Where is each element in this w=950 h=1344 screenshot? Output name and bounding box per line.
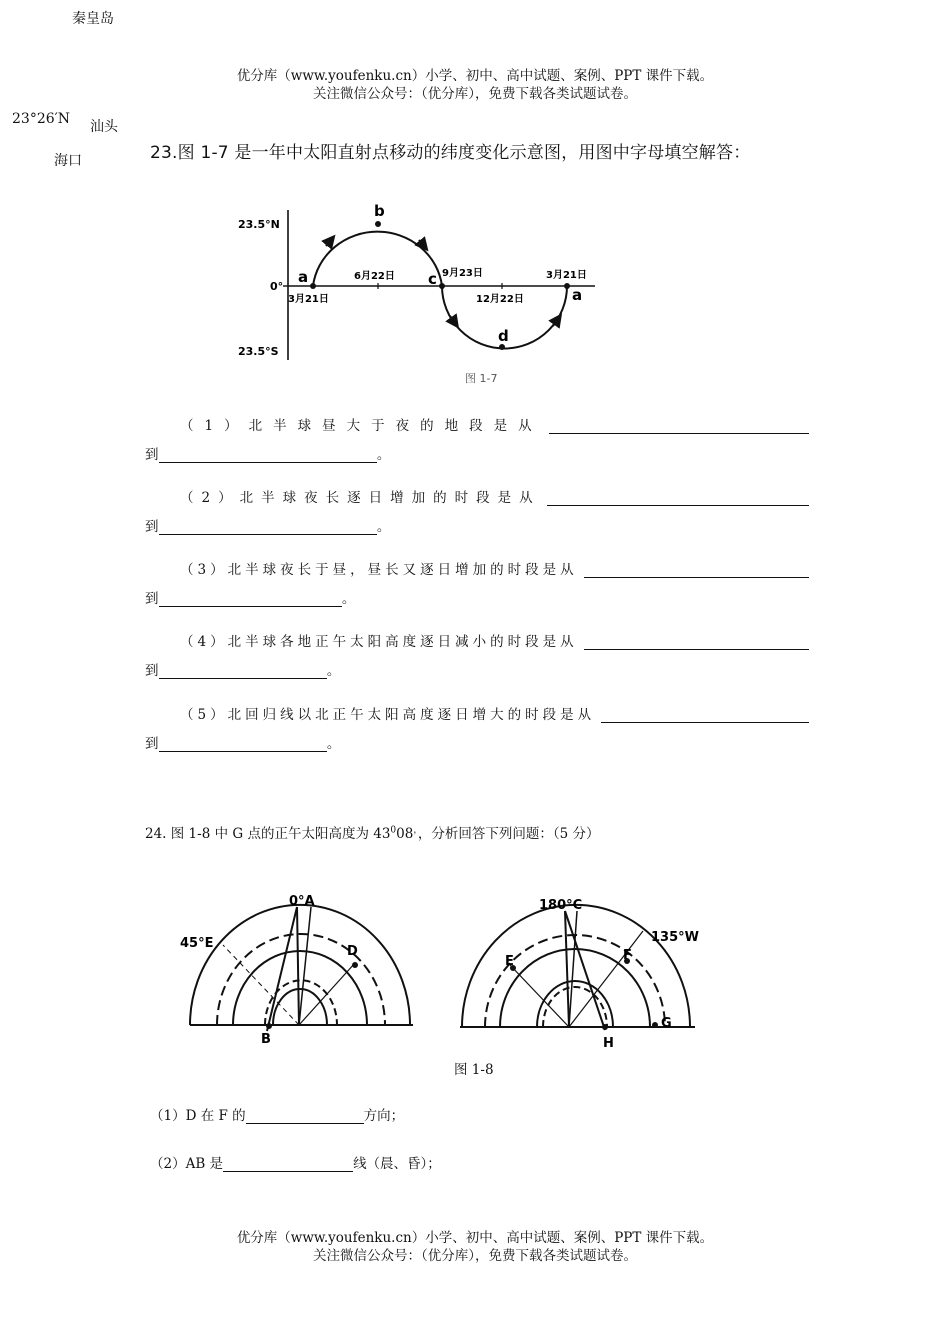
header-line-1: 优分库（www.youfenku.cn）小学、初中、高中试题、案例、PPT 课件下载。	[236, 68, 714, 84]
answer-blank-3b[interactable]	[159, 591, 342, 607]
label-F: F	[623, 948, 632, 963]
q23-item-1: （1）北半球昼大于夜的地段是从 到 。	[145, 414, 809, 463]
label-H: H	[603, 1036, 614, 1051]
figure-1-7	[230, 198, 610, 384]
question-24-title: 24. 图 1-8 中 G 点的正午太阳高度为 $43^008^,$，分析回答下列问题：（5 分）	[145, 825, 600, 842]
letter-d: d	[498, 327, 509, 345]
date-d: 12月22日	[476, 294, 524, 305]
label-G: G	[661, 1016, 672, 1031]
letter-a-end: a	[572, 286, 583, 304]
date-b: 6月22日	[354, 271, 395, 282]
q23-item-5: （5）北回归线以北正午太阳高度逐日增大的时段是从 到 。	[145, 703, 809, 752]
footer-line-1: 优分库（www.youfenku.cn）小学、初中、高中试题、案例、PPT 课件下载。	[236, 1230, 714, 1246]
q23-item-4: （4）北半球各地正午太阳高度逐日减小的时段是从 到 。	[145, 630, 809, 679]
label-180C: 180°C	[539, 898, 583, 913]
figure-1-8-right	[460, 898, 699, 1051]
answer-blank-5a[interactable]	[601, 707, 809, 723]
q24-item-2: （2）AB 是 线（晨、昏）；	[150, 1156, 441, 1172]
header-line-2: 关注微信公众号：（优分库），免费下载各类试题试卷。	[313, 86, 637, 102]
answer-blank-24-2[interactable]	[223, 1156, 353, 1172]
label-qinhuangdao: 秦皇岛	[72, 11, 114, 27]
q23-item-3: （3）北半球夜长于昼，昼长又逐日增加的时段是从 到 。	[145, 558, 809, 607]
label-E: E	[505, 954, 514, 969]
q23-item-2: （2）北半球夜长逐日增加的时段是从 到 。	[145, 486, 809, 535]
answer-blank-2a[interactable]	[547, 490, 809, 506]
label-23-5N: 23.5°N	[238, 218, 280, 231]
figure-1-8-caption: 图 1-8	[454, 1062, 494, 1078]
figure-1-8-left	[180, 894, 413, 1047]
answer-blank-5b[interactable]	[159, 736, 327, 752]
answer-blank-4a[interactable]	[584, 634, 809, 650]
label-D: D	[347, 944, 358, 959]
label-B: B	[261, 1032, 271, 1047]
answer-blank-24-1[interactable]	[246, 1108, 364, 1124]
answer-blank-2b[interactable]	[159, 519, 377, 535]
question-23-title: 23.图 1-7 是一年中太阳直射点移动的纬度变化示意图，用图中字母填空解答：	[150, 143, 751, 163]
label-45E: 45°E	[180, 936, 214, 951]
figure-1-8	[165, 885, 715, 1055]
label-0A: 0°A	[289, 894, 315, 909]
answer-blank-1a[interactable]	[549, 418, 809, 434]
point-a-end	[564, 283, 570, 289]
footer-line-2: 关注微信公众号：（优分库），免费下载各类试题试卷。	[313, 1248, 637, 1264]
label-0: 0°	[270, 280, 284, 293]
label-shantou: 汕头	[90, 119, 118, 135]
answer-blank-4b[interactable]	[159, 663, 327, 679]
answer-blank-1b[interactable]	[159, 447, 377, 463]
date-c: 9月23日	[442, 268, 483, 279]
label-135W: 135°W	[651, 930, 699, 945]
point-b	[375, 221, 381, 227]
letter-c: c	[428, 270, 437, 288]
point-a-start	[310, 283, 316, 289]
answer-blank-3a[interactable]	[584, 562, 809, 578]
letter-a: a	[298, 268, 309, 286]
point-c	[439, 283, 445, 289]
label-haikou: 海口	[54, 153, 82, 169]
label-latitude: 23°26′N	[12, 111, 71, 127]
figure-1-7-caption: 图 1-7	[465, 372, 498, 384]
label-23-5S: 23.5°S	[238, 345, 279, 358]
date-a-end: 3月21日	[546, 270, 587, 281]
letter-b: b	[374, 202, 385, 220]
q24-item-1: （1）D 在 F 的 方向；	[150, 1108, 405, 1124]
date-a-start: 3月21日	[288, 294, 329, 305]
